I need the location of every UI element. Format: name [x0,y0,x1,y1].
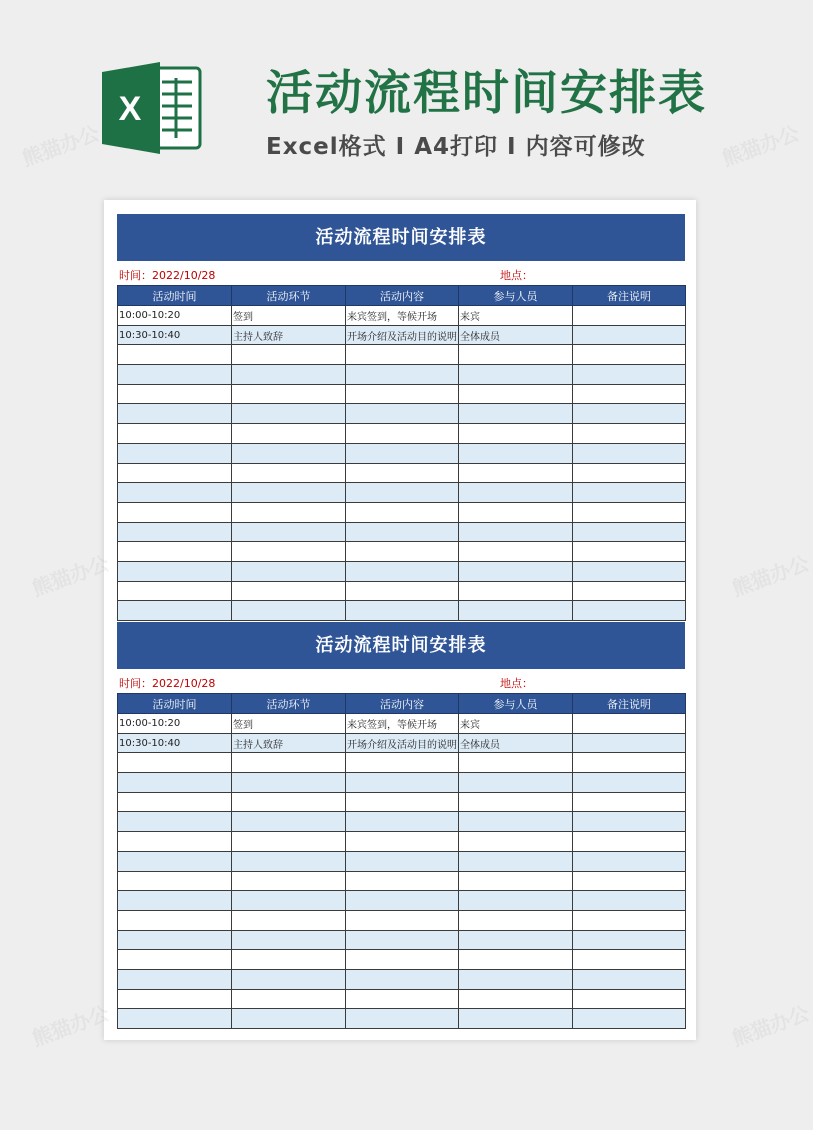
table-cell[interactable] [459,969,573,989]
table-cell[interactable] [232,910,346,930]
table-cell[interactable] [573,561,686,581]
table-cell[interactable] [346,1009,459,1029]
sheet-title: 活动流程时间安排表 [117,622,685,669]
table-row [118,522,686,542]
table-cell[interactable] [346,891,459,911]
table-row [118,483,686,503]
table-cell[interactable]: 10:30-10:40 [118,733,232,753]
table-cell[interactable] [346,443,459,463]
table-cell[interactable] [346,601,459,621]
table-cell[interactable] [118,969,232,989]
watermark: 熊猫办公 [718,120,803,171]
table-cell[interactable] [459,832,573,852]
table-row [118,832,686,852]
sheet-title: 活动流程时间安排表 [117,214,685,261]
table-cell[interactable] [346,910,459,930]
table-cell[interactable] [232,384,346,404]
table-cell[interactable] [573,325,686,345]
table-cell[interactable] [118,365,232,385]
table-cell[interactable] [118,832,232,852]
table-cell[interactable] [118,851,232,871]
watermark: 熊猫办公 [728,1000,813,1051]
table-row [118,851,686,871]
table-row [118,930,686,950]
table-cell[interactable] [118,989,232,1009]
table-cell[interactable] [346,542,459,562]
column-header: 活动环节 [232,694,346,714]
table-row [118,812,686,832]
excel-logo-letter: X [118,90,142,128]
table-cell[interactable] [573,930,686,950]
table-cell[interactable] [118,561,232,581]
table-row [118,404,686,424]
watermark: 熊猫办公 [18,120,103,171]
schedule-table [117,693,686,1029]
table-cell[interactable] [118,542,232,562]
column-header: 备注说明 [573,286,686,306]
table-cell[interactable] [459,502,573,522]
table-cell[interactable] [118,812,232,832]
date-label: 时间：2022/10/28 [119,269,216,282]
table-cell[interactable] [573,753,686,773]
table-cell[interactable] [346,581,459,601]
table-cell[interactable] [459,365,573,385]
table-cell[interactable] [232,365,346,385]
schedule-table [117,285,686,621]
table-cell[interactable] [573,714,686,734]
table-cell[interactable]: 签到 [232,714,346,734]
table-cell[interactable] [459,792,573,812]
table-cell[interactable] [346,424,459,444]
table-cell[interactable]: 开场介绍及活动目的说明 [346,733,459,753]
table-cell[interactable] [459,812,573,832]
table-cell[interactable] [232,851,346,871]
table-cell[interactable]: 全体成员 [459,733,573,753]
table-cell[interactable]: 10:00-10:20 [118,714,232,734]
table-cell[interactable] [232,753,346,773]
column-header: 活动内容 [346,286,459,306]
table-cell[interactable] [118,463,232,483]
table-cell[interactable] [459,1009,573,1029]
excel-logo-icon [100,58,204,158]
table-cell[interactable] [346,950,459,970]
table-cell[interactable] [573,601,686,621]
table-cell[interactable] [573,812,686,832]
table-cell[interactable] [459,561,573,581]
table-cell[interactable] [459,601,573,621]
table-cell[interactable] [346,365,459,385]
table-cell[interactable]: 10:00-10:20 [118,306,232,326]
table-cell[interactable] [573,871,686,891]
table-cell[interactable] [573,773,686,793]
table-cell[interactable] [118,1009,232,1029]
table-cell[interactable] [346,404,459,424]
table-cell[interactable] [118,404,232,424]
watermark: 熊猫办公 [728,550,813,601]
table-cell[interactable]: 主持人致辞 [232,325,346,345]
table-cell[interactable] [346,463,459,483]
column-header: 活动环节 [232,286,346,306]
table-cell[interactable] [232,891,346,911]
table-row [118,753,686,773]
column-header: 参与人员 [459,694,573,714]
table-cell[interactable] [232,792,346,812]
table-cell[interactable] [118,891,232,911]
table-row [118,542,686,562]
table-row [118,424,686,444]
table-cell[interactable]: 来宾 [459,306,573,326]
table-cell[interactable] [459,404,573,424]
watermark: 熊猫办公 [28,1000,113,1051]
table-cell[interactable] [232,483,346,503]
schedule-sheet-2 [117,622,685,1029]
table-cell[interactable] [232,581,346,601]
table-cell[interactable]: 签到 [232,306,346,326]
table-cell[interactable] [573,365,686,385]
table-cell[interactable] [573,581,686,601]
table-row [118,714,686,734]
table-cell[interactable] [573,891,686,911]
header-row [118,286,686,306]
table-cell[interactable] [346,502,459,522]
table-cell[interactable] [346,753,459,773]
table-cell[interactable] [459,581,573,601]
column-header: 活动时间 [118,286,232,306]
table-cell[interactable] [232,345,346,365]
table-row [118,601,686,621]
table-cell[interactable] [118,502,232,522]
table-cell[interactable] [573,345,686,365]
table-row [118,733,686,753]
table-cell[interactable] [573,483,686,503]
table-cell[interactable] [118,910,232,930]
table-cell[interactable] [118,773,232,793]
table-cell[interactable] [346,871,459,891]
table-cell[interactable] [232,832,346,852]
table-cell[interactable] [118,424,232,444]
schedule-sheet-1 [117,214,685,621]
table-cell[interactable] [232,812,346,832]
table-cell[interactable] [573,792,686,812]
table-cell[interactable] [459,950,573,970]
table-cell[interactable] [573,522,686,542]
table-row [118,502,686,522]
table-cell[interactable]: 主持人致辞 [232,733,346,753]
table-row [118,306,686,326]
column-header: 活动内容 [346,694,459,714]
table-cell[interactable] [118,522,232,542]
table-cell[interactable] [573,910,686,930]
table-cell[interactable] [573,950,686,970]
table-cell[interactable] [232,989,346,1009]
place-label: 地点： [500,677,533,690]
table-row [118,365,686,385]
table-cell[interactable] [232,443,346,463]
table-cell[interactable] [459,753,573,773]
table-cell[interactable] [232,601,346,621]
column-header: 活动时间 [118,694,232,714]
table-cell[interactable] [573,306,686,326]
table-cell[interactable] [573,463,686,483]
table-cell[interactable] [232,522,346,542]
table-cell[interactable] [573,443,686,463]
table-cell[interactable] [232,542,346,562]
table-cell[interactable]: 10:30-10:40 [118,325,232,345]
table-row [118,891,686,911]
table-cell[interactable]: 来宾 [459,714,573,734]
table-cell[interactable] [118,871,232,891]
table-cell[interactable] [118,950,232,970]
table-cell[interactable] [232,950,346,970]
table-cell[interactable] [459,910,573,930]
table-cell[interactable] [459,443,573,463]
table-cell[interactable] [232,502,346,522]
table-row [118,463,686,483]
table-cell[interactable] [459,522,573,542]
table-cell[interactable] [459,851,573,871]
table-cell[interactable] [346,384,459,404]
table-cell[interactable] [118,753,232,773]
table-cell[interactable] [459,891,573,911]
table-row [118,1009,686,1029]
column-header: 参与人员 [459,286,573,306]
place-label: 地点： [500,269,533,282]
table-cell[interactable] [573,733,686,753]
table-cell[interactable]: 来宾签到，等候开场 [346,306,459,326]
table-cell[interactable] [459,542,573,562]
table-cell[interactable] [459,463,573,483]
meta-row [117,261,685,285]
table-cell[interactable] [573,502,686,522]
table-cell[interactable] [118,792,232,812]
table-cell[interactable] [573,404,686,424]
column-header: 备注说明 [573,694,686,714]
table-row [118,325,686,345]
table-cell[interactable] [573,969,686,989]
table-row [118,345,686,365]
date-label: 时间：2022/10/28 [119,677,216,690]
table-cell[interactable] [118,345,232,365]
table-cell[interactable] [459,930,573,950]
table-cell[interactable] [232,561,346,581]
table-cell[interactable] [459,345,573,365]
table-cell[interactable] [459,483,573,503]
page-subtitle: Excel格式 I A4打印 I 内容可修改 [266,134,646,160]
table-cell[interactable] [232,1009,346,1029]
table-cell[interactable] [573,542,686,562]
table-cell[interactable] [459,871,573,891]
table-cell[interactable]: 开场介绍及活动目的说明 [346,325,459,345]
table-cell[interactable] [346,930,459,950]
table-row [118,871,686,891]
table-cell[interactable] [118,601,232,621]
table-cell[interactable] [232,773,346,793]
table-row [118,969,686,989]
table-cell[interactable] [573,424,686,444]
table-cell[interactable] [459,989,573,1009]
table-cell[interactable] [346,773,459,793]
table-row [118,581,686,601]
table-cell[interactable] [118,930,232,950]
table-cell[interactable] [232,871,346,891]
table-row [118,792,686,812]
table-cell[interactable] [573,1009,686,1029]
table-cell[interactable] [118,443,232,463]
table-row [118,910,686,930]
table-cell[interactable]: 全体成员 [459,325,573,345]
table-cell[interactable] [118,384,232,404]
meta-row [117,669,685,693]
table-cell[interactable] [573,989,686,1009]
table-cell[interactable] [573,851,686,871]
table-cell[interactable] [459,773,573,793]
table-cell[interactable] [232,930,346,950]
table-cell[interactable] [346,522,459,542]
table-cell[interactable] [573,832,686,852]
table-cell[interactable]: 来宾签到，等候开场 [346,714,459,734]
watermark: 熊猫办公 [28,550,113,601]
table-cell[interactable] [346,345,459,365]
table-cell[interactable] [573,384,686,404]
table-cell[interactable] [346,851,459,871]
table-cell[interactable] [346,969,459,989]
table-cell[interactable] [232,424,346,444]
table-row [118,773,686,793]
page-title: 活动流程时间安排表 [266,66,707,121]
table-row [118,384,686,404]
table-cell[interactable] [118,581,232,601]
table-cell[interactable] [346,832,459,852]
table-cell[interactable] [232,969,346,989]
table-row [118,989,686,1009]
table-cell[interactable] [346,483,459,503]
table-cell[interactable] [232,463,346,483]
table-cell[interactable] [346,561,459,581]
table-cell[interactable] [346,812,459,832]
table-row [118,561,686,581]
table-cell[interactable] [459,424,573,444]
table-row [118,443,686,463]
header-row [118,694,686,714]
table-cell[interactable] [118,483,232,503]
table-cell[interactable] [346,792,459,812]
table-cell[interactable] [459,384,573,404]
table-row [118,950,686,970]
table-cell[interactable] [232,404,346,424]
table-cell[interactable] [346,989,459,1009]
